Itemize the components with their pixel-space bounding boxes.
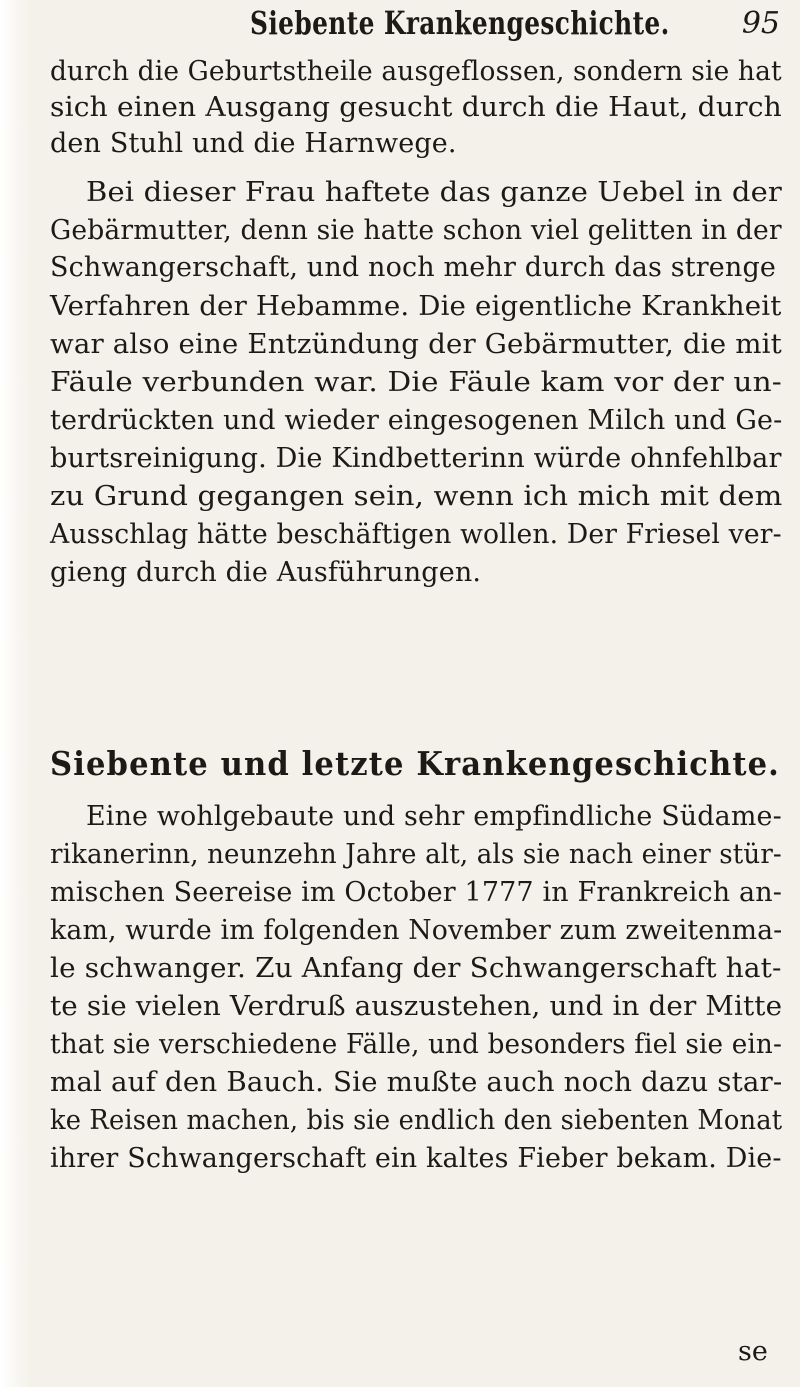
running-title: Siebente Krankengeschichte. bbox=[250, 4, 670, 42]
text-line: te sie vielen Verdruß auszustehen, und in der Mitte bbox=[50, 991, 783, 1022]
text-line: Eine wohlgebaute und sehr empfindliche Südame- bbox=[86, 801, 782, 832]
text-line: Ausschlag hätte beschäftigen wollen. Der Friesel ver- bbox=[50, 519, 782, 550]
text-line: le schwanger. Zu Anfang der Schwangerschaft hat- bbox=[50, 953, 782, 984]
text-line: ke Reisen machen, bis sie endlich den siebenten Monat bbox=[50, 1105, 783, 1136]
text-line: terdrückten und wieder eingesogenen Milch und Ge- bbox=[50, 405, 783, 436]
text-line: burtsreinigung. Die Kindbetterinn würde ohnfehlbar bbox=[50, 443, 782, 474]
text-line: den Stuhl und die Harnwege. bbox=[50, 128, 457, 159]
text-line: war also eine Entzündung der Gebärmutter, die mit bbox=[50, 329, 782, 360]
text-line: durch die Geburtstheile ausgeflossen, sondern sie hat bbox=[50, 56, 782, 87]
text-line: Fäule verbunden war. Die Fäule kam vor der un- bbox=[50, 367, 782, 398]
text-line: Verfahren der Hebamme. Die eigentliche Krankheit bbox=[50, 291, 782, 322]
text-line: kam, wurde im folgenden November zum zweitenma- bbox=[50, 915, 783, 946]
text-line: Bei dieser Frau haftete das ganze Uebel in der bbox=[86, 177, 782, 208]
text-line: zu Grund gegangen sein, wenn ich mich mit dem bbox=[50, 481, 783, 512]
text-line: rikanerinn, neunzehn Jahre alt, als sie nach einer stür- bbox=[50, 839, 782, 870]
page-number: 95 bbox=[741, 6, 780, 41]
page-gutter bbox=[0, 0, 34, 1387]
section-heading: Siebente und letzte Krankengeschichte. bbox=[50, 744, 780, 783]
text-line: gieng durch die Ausführungen. bbox=[50, 557, 482, 588]
text-line: that sie verschiedene Fälle, und besonders fiel sie ein- bbox=[50, 1029, 782, 1060]
text-line: mal auf den Bauch. Sie mußte auch noch dazu star- bbox=[50, 1067, 783, 1098]
text-line: sich einen Ausgang gesucht durch die Haut, durch bbox=[50, 92, 782, 123]
text-line: mischen Seereise im October 1777 in Frankreich an- bbox=[50, 877, 782, 908]
page-header bbox=[250, 4, 790, 50]
catchword: se bbox=[738, 1336, 768, 1367]
text-line: ihrer Schwangerschaft ein kaltes Fieber bekam. Die- bbox=[50, 1143, 782, 1174]
text-line: Gebärmutter, denn sie hatte schon viel gelitten in der bbox=[50, 215, 782, 246]
text-line: Schwangerschaft, und noch mehr durch das strenge bbox=[50, 252, 777, 283]
